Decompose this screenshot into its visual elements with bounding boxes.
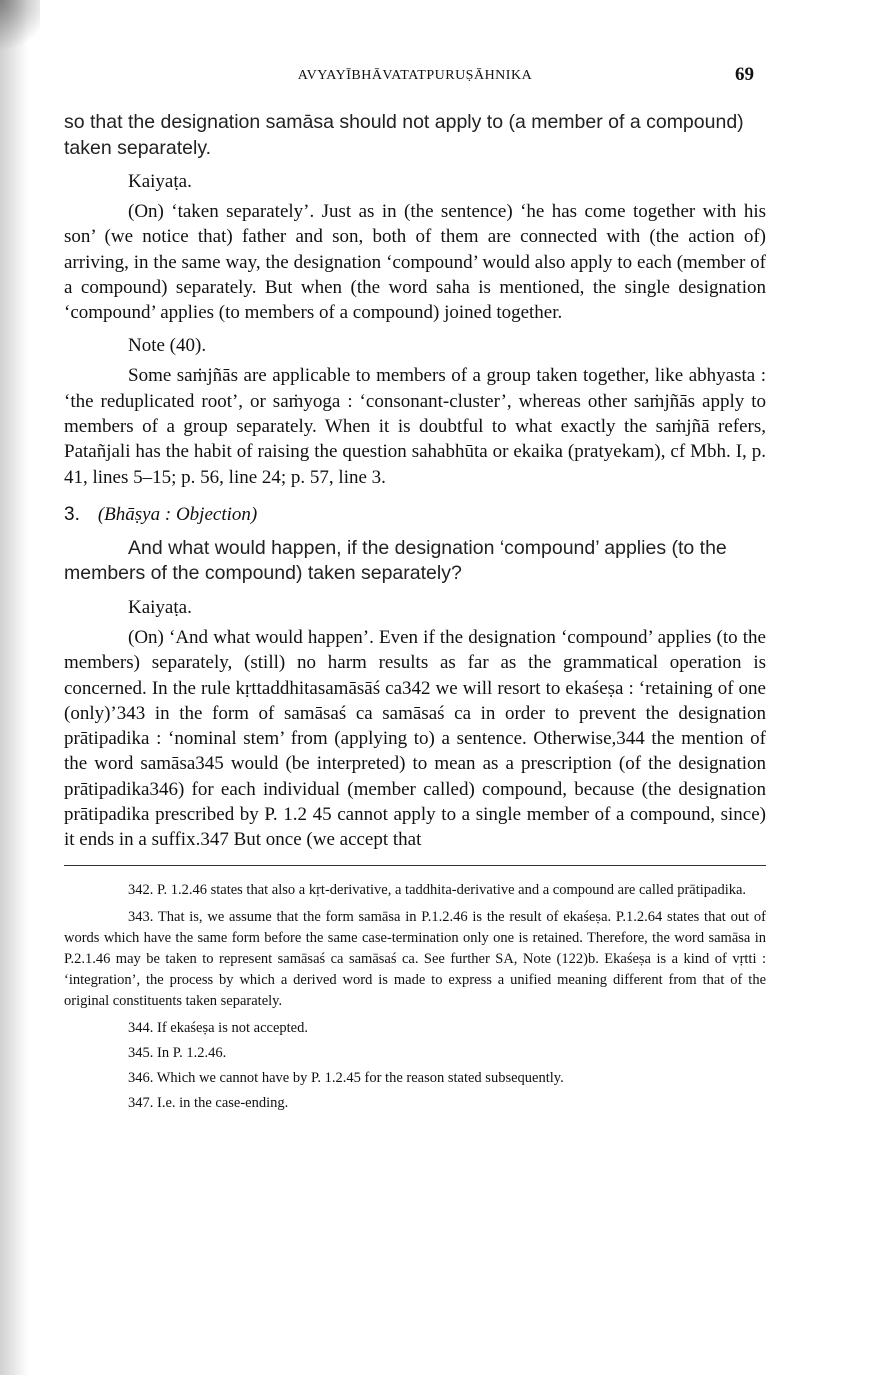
section-3-heading (64, 504, 766, 526)
paragraph-2: (On) ‘taken separately’. Just as in (the sentence) ‘he has come together with his son’ (we notice that) father and son, both of them are connected with (the action of) arriving, in the same way, the designation ‘compound’ would also apply to each (member of a compound) separately. But when (the word saha is mentioned, the single designation ‘compound’ applies (to members of a compound) joined together. (64, 201, 766, 324)
section-title: (Bhāṣya : Objection) (97, 503, 258, 525)
kaiyata-heading-2: Kaiyaṭa. (128, 596, 192, 618)
paragraph-4: (On) ‘And what would happen’. Even if the designation ‘compound’ applies (to the members) separately, (still) no harm results as far as the grammatical operation is concerned. In the rule kṛttaddhitasamāsāś ca342 we will resort to ekaśeṣa : ‘retaining of one (only)’343 in the form of samāsaś ca samāsaś ca in order to prevent the designation prātipadika : ‘nominal stem’ from (applying to) a sentence. Otherwise,344 the mention of the word samāsa345 would (be interpreted) to mean as a prescription (of the designation prātipadika346) for each individual (member called) compound, because (the designation prātipadika prescribed by P. 1.2 45 cannot apply to a single member of a compound, since) it ends in a suffix.347 But once (we accept that (64, 626, 766, 851)
footnote-343: 343. That is, we assume that the form samāsa in P.1.2.46 is the result of ekaśeṣa. P.1.2.64 states that out of words which have the same form before the same case-termination only one is retained. Therefore, the word samāsa in P.2.1.46 may be taken to represent samāsaś ca samāsaś ca. See further SA, Note (122)b. Ekaśeṣa is a kind of vṛtti : ‘integration’, the process by which a derived word is made to express a unified meaning different from that of the original constituents taken separately. (64, 908, 766, 1009)
page (64, 60, 766, 1114)
footnote-346: 346. Which we cannot have by P. 1.2.45 for the reason stated subsequently. (128, 1069, 564, 1086)
section-number: 3. (64, 503, 80, 525)
paragraph-1: so that the designation samāsa should not apply to (a member of a compound) taken separately. (64, 111, 744, 159)
scan-corner-smudge (0, 0, 40, 60)
note-paragraph: Some saṁjñās are applicable to members of a group taken together, like abhyasta : ‘the reduplicated root’, or saṁyoga : ‘consonant-cluster’, whereas other saṁjñās apply to members of a group separately. When it is doubtful to what exactly the saṁjñā refers, Patañjali has the habit of raising the question sahabhūta or ekaika (pratyekam), cf Mbh. I, p. 41, lines 5–15; p. 56, line 24; p. 57, line 3. (64, 365, 766, 488)
page-number: 69 (735, 64, 754, 85)
footnote-344: 344. If ekaśeṣa is not accepted. (128, 1019, 308, 1036)
footnote-345: 345. In P. 1.2.46. (128, 1044, 227, 1061)
kaiyata-heading-1: Kaiyaṭa. (128, 171, 192, 192)
footnotes (64, 880, 766, 1114)
running-head: AVYAYĪBHĀVATATPURUṢĀHNIKA (297, 68, 533, 83)
footnote-347: 347. I.e. in the case-ending. (128, 1094, 289, 1111)
footnote-342: 342. P. 1.2.46 states that also a kṛt-derivative, a taddhita-derivative and a compound are called prātipadika. (128, 881, 747, 898)
paragraph-3: And what would happen, if the designation ‘compound’ applies (to the members of the compound) taken separately? (64, 536, 727, 585)
scan-shadow (0, 0, 28, 1375)
footnote-rule (64, 865, 766, 866)
page-header (64, 60, 766, 94)
note-heading: Note (40). (128, 335, 207, 357)
